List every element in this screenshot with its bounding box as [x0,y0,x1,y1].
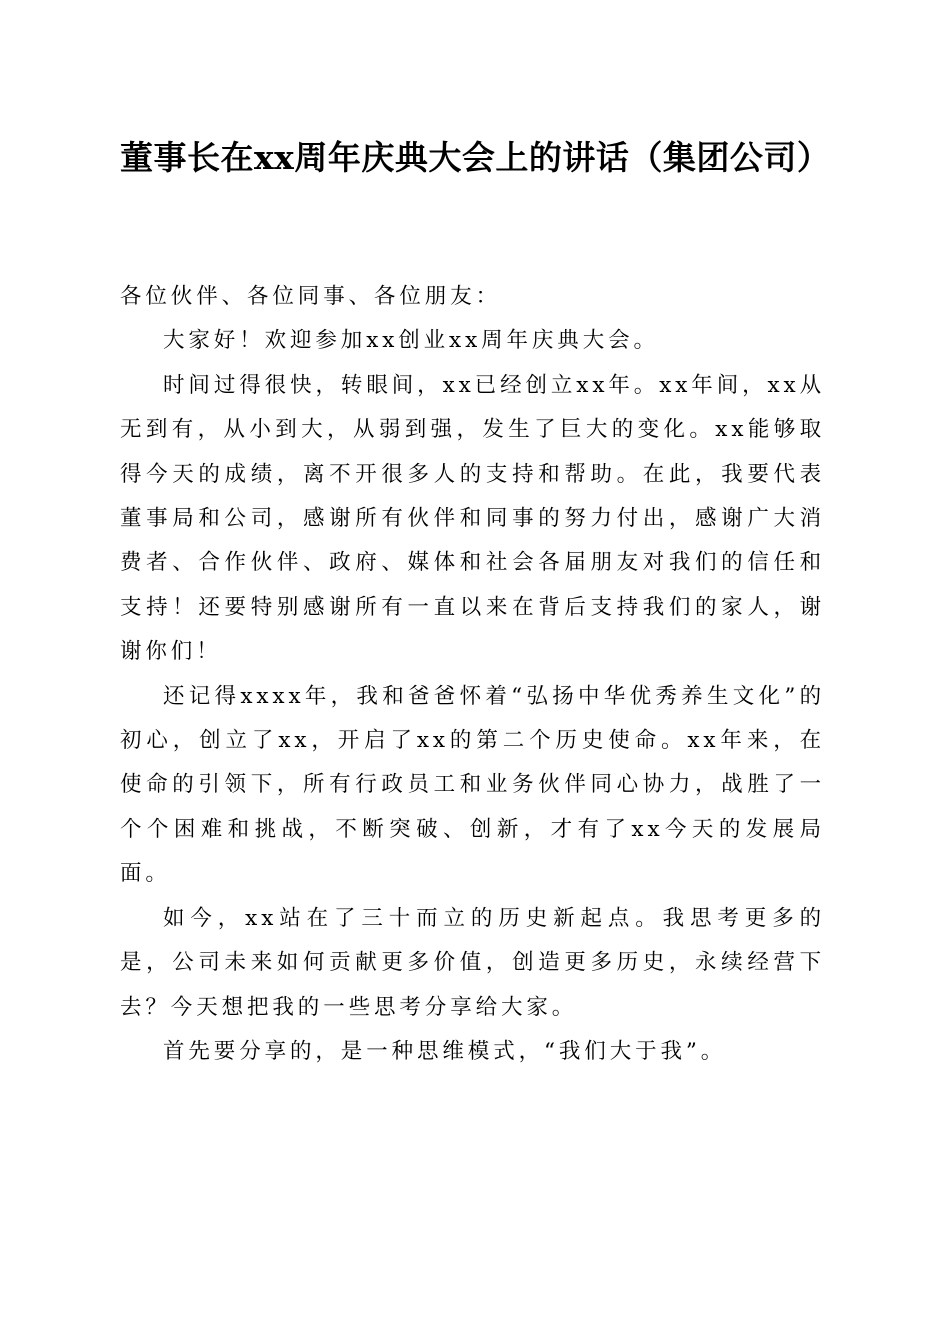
salutation: 各位伙伴、各位同事、各位朋友： [120,284,502,309]
paragraph-thanks: 时间过得很快，转眼间，xx已经创立xx年。xx年间，xx从无到有，从小到大，从弱到强，发生了巨大的变化。xx能够取得今天的成绩，离不开很多人的支持和帮助。在此，我要代表董事局和公司，感谢所有伙伴和同事的努力付出，感谢广大消费者、合作伙伴、政府、媒体和社会各届朋友对我们的信任和支持！还要特别感谢所有一直以来在背后支持我们的家人，谢谢你们！ [120,372,825,665]
document-title: 董事长在xx周年庆典大会上的讲话（集团公司） [120,138,831,177]
paragraph-history: 还记得xxxx年，我和爸爸怀着“弘扬中华优秀养生文化”的初心，创立了xx，开启了xx的第二个历史使命。xx年来，在使命的引领下，所有行政员工和业务伙伴同心协力，战胜了一个个困难和挑战，不断突破、创新，才有了xx今天的发展局面。 [120,683,825,887]
paragraph-future: 如今，xx站在了三十而立的历史新起点。我思考更多的是，公司未来如何贡献更多价值，创造更多历史，永续经营下去？今天想把我的一些思考分享给大家。 [120,905,825,1020]
document-body [120,275,825,1074]
paragraph-greeting: 大家好！欢迎参加xx创业xx周年庆典大会。 [163,328,659,354]
paragraph-mindset: 首先要分享的，是一种思维模式，“我们大于我”。 [163,1038,727,1064]
